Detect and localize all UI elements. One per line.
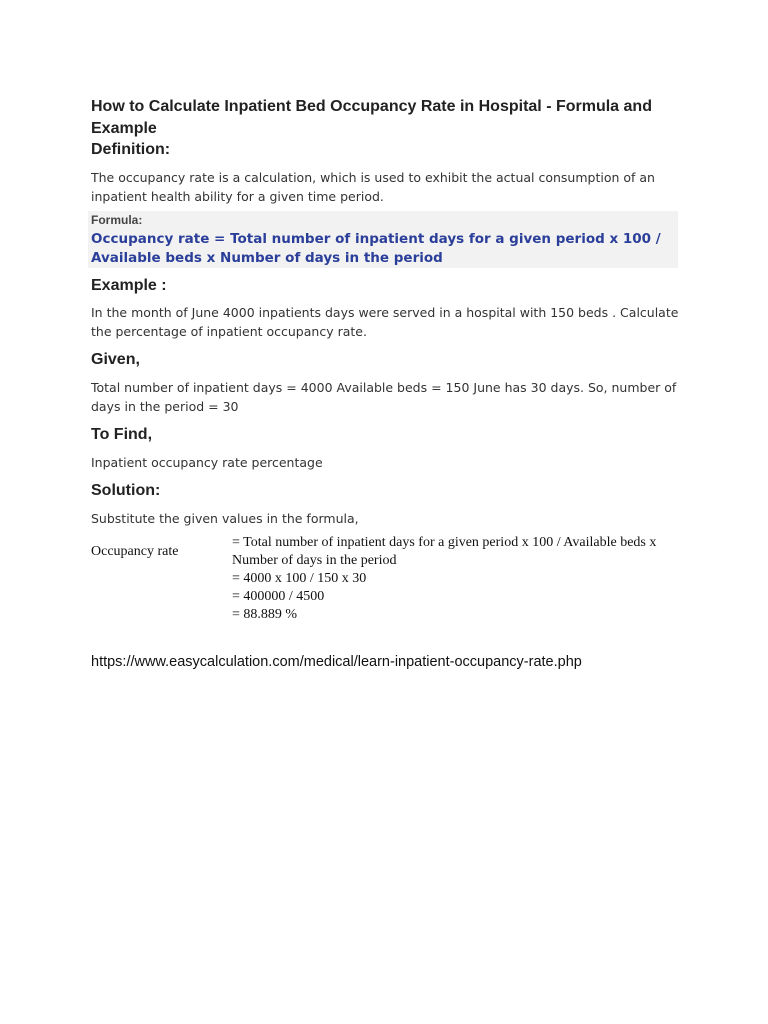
solution-steps: [232, 534, 672, 624]
definition-heading: Definition:: [91, 141, 171, 158]
solution-intro: Substitute the given values in the formula,: [91, 511, 359, 526]
definition-text: The occupancy rate is a calculation, which is used to exhibit the actual consumption of an inpatient health ability for a given time period.: [91, 170, 655, 204]
formula-box: [88, 211, 678, 268]
solution-label: Occupancy rate: [91, 544, 179, 559]
page-title: How to Calculate Inpatient Bed Occupancy Rate in Hospital - Formula and Example: [91, 98, 652, 137]
formula-text: Occupancy rate = Total number of inpatient days for a given period x 100 / Available beds x Number of days in the period: [91, 231, 661, 266]
source-url: https://www.easycalculation.com/medical/learn-inpatient-occupancy-rate.php: [91, 654, 582, 670]
formula-label: Formula:: [91, 213, 143, 227]
solution-step: = 400000 / 4500: [232, 589, 325, 604]
solution-step: = 88.889 %: [232, 607, 298, 622]
example-heading: Example :: [91, 277, 167, 294]
given-heading: Given,: [91, 351, 140, 368]
given-text: Total number of inpatient days = 4000 Available beds = 150 June has 30 days. So, number of days in the period = 30: [91, 380, 677, 414]
solution-heading: Solution:: [91, 482, 161, 499]
solution-step: = Total number of inpatient days for a given period x 100 / Available beds x Number of days in the period: [232, 535, 657, 568]
to-find-text: Inpatient occupancy rate percentage: [91, 455, 323, 470]
to-find-heading: To Find,: [91, 426, 153, 443]
example-text: In the month of June 4000 inpatients days were served in a hospital with 150 beds . Calculate the percentage of inpatient occupancy rate.: [91, 305, 679, 339]
solution-step: = 4000 x 100 / 150 x 30: [232, 571, 367, 586]
